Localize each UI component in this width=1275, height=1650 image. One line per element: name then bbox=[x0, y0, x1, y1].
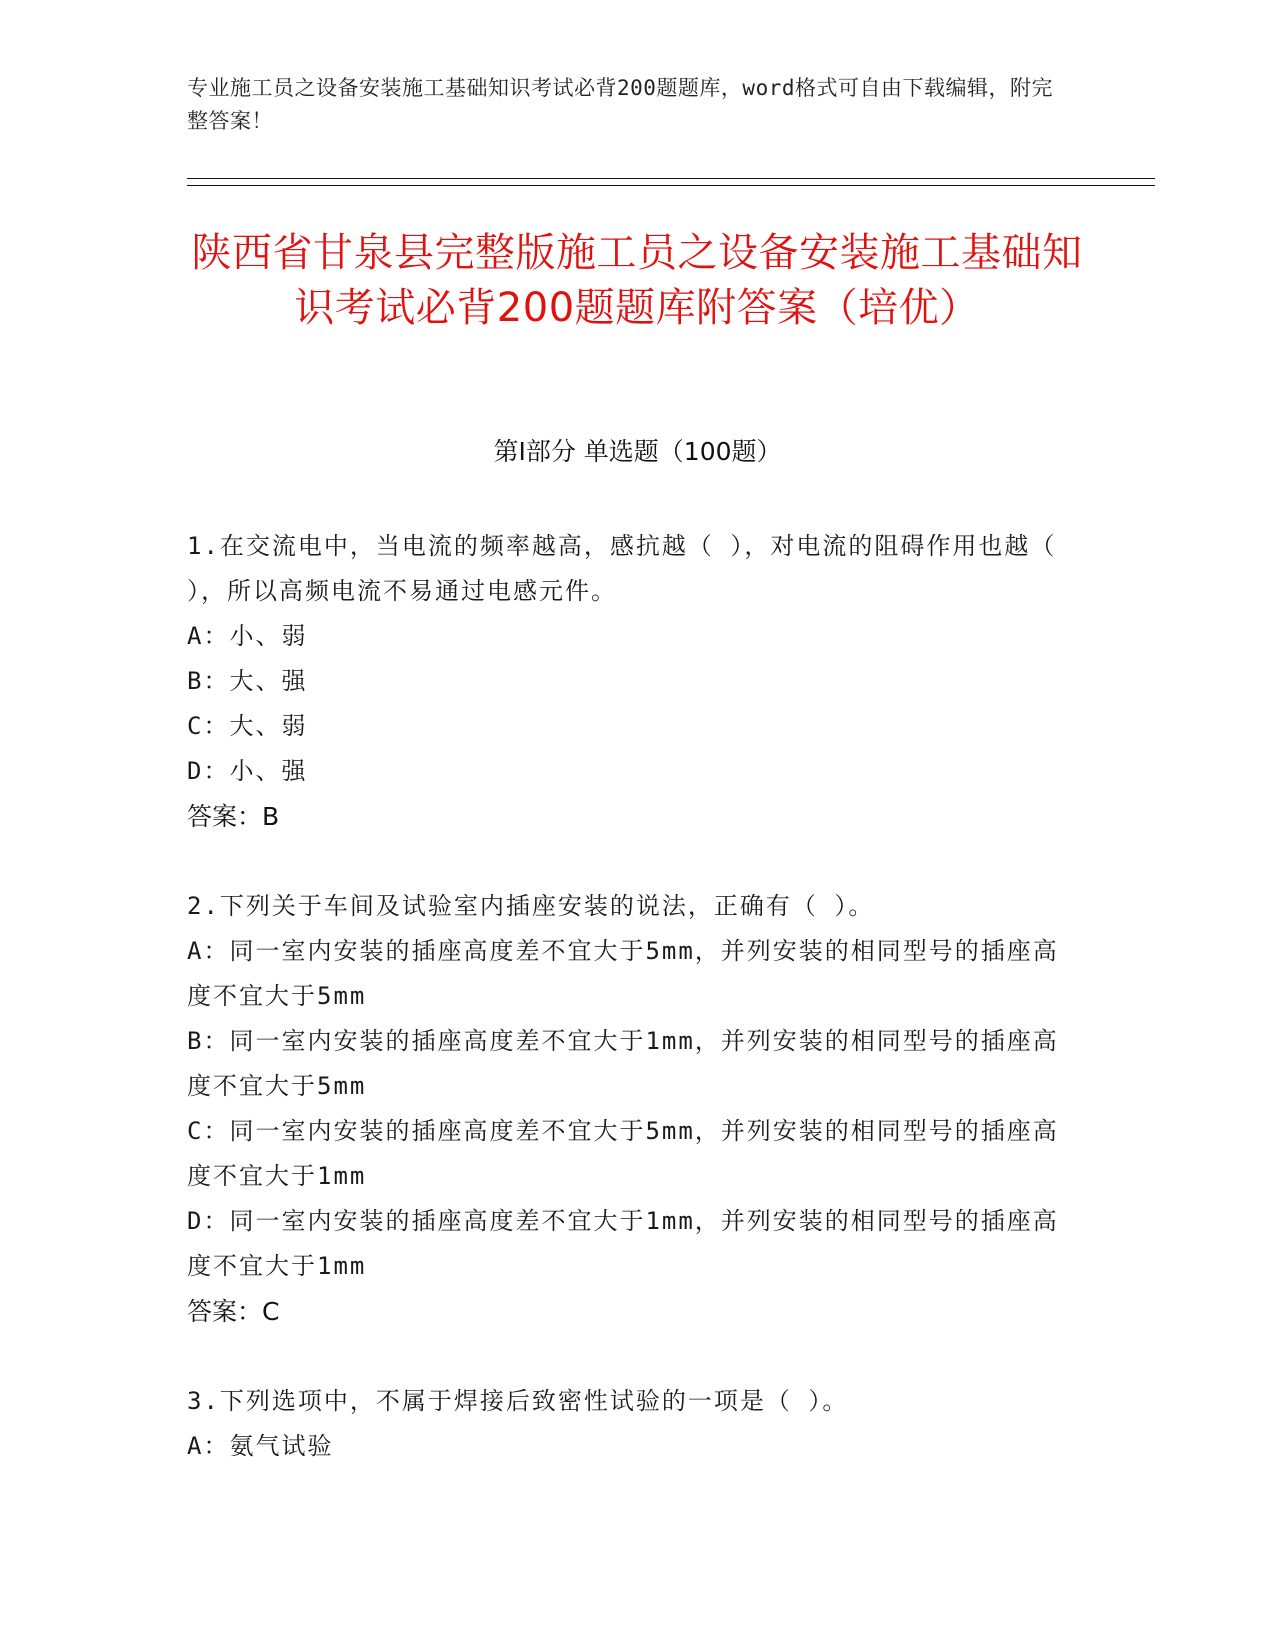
document-title: 陕西省甘泉县完整版施工员之设备安装施工基础知识考试必背200题题库附答案（培优） bbox=[191, 230, 1083, 331]
option-c: C：同一室内安装的插座高度差不宜大于5mm，并列安装的相同型号的插座高度不宜大于1mm bbox=[187, 1117, 1059, 1190]
question-3 bbox=[187, 1379, 1067, 1469]
option-d: D：同一室内安装的插座高度差不宜大于1mm，并列安装的相同型号的插座高度不宜大于1mm bbox=[187, 1207, 1059, 1280]
option-a: A：氨气试验 bbox=[187, 1432, 334, 1460]
question-text: 1.在交流电中，当电流的频率越高，感抗越（ ），对电流的阻碍作用也越（ ），所以高频电流不易通过电感元件。 bbox=[187, 532, 1057, 605]
answer-label: 答案：B bbox=[187, 802, 280, 831]
question-list bbox=[187, 524, 1067, 1469]
header-divider-top bbox=[187, 178, 1155, 179]
option-d: D：小、强 bbox=[187, 757, 308, 785]
question-spacer bbox=[187, 839, 1067, 884]
option-a: A：同一室内安装的插座高度差不宜大于5mm，并列安装的相同型号的插座高度不宜大于5mm bbox=[187, 937, 1059, 1010]
option-b: B：同一室内安装的插座高度差不宜大于1mm，并列安装的相同型号的插座高度不宜大于5mm bbox=[187, 1027, 1059, 1100]
section-heading: 第Ⅰ部分 单选题（100题） bbox=[493, 437, 782, 466]
option-b: B：大、强 bbox=[187, 667, 308, 695]
answer-label: 答案：C bbox=[187, 1297, 280, 1326]
question-spacer bbox=[187, 1334, 1067, 1379]
header-note: 专业施工员之设备安装施工基础知识考试必背200题题库，word格式可自由下载编辑，附完整答案！ bbox=[187, 76, 1053, 133]
option-a: A：小、弱 bbox=[187, 622, 308, 650]
question-2 bbox=[187, 884, 1067, 1334]
header-divider-bottom bbox=[187, 185, 1155, 186]
question-text: 3.下列选项中，不属于焊接后致密性试验的一项是（ ）。 bbox=[187, 1387, 849, 1415]
question-text: 2.下列关于车间及试验室内插座安装的说法，正确有（ ）。 bbox=[187, 892, 875, 920]
question-1 bbox=[187, 524, 1067, 839]
option-c: C：大、弱 bbox=[187, 712, 308, 740]
